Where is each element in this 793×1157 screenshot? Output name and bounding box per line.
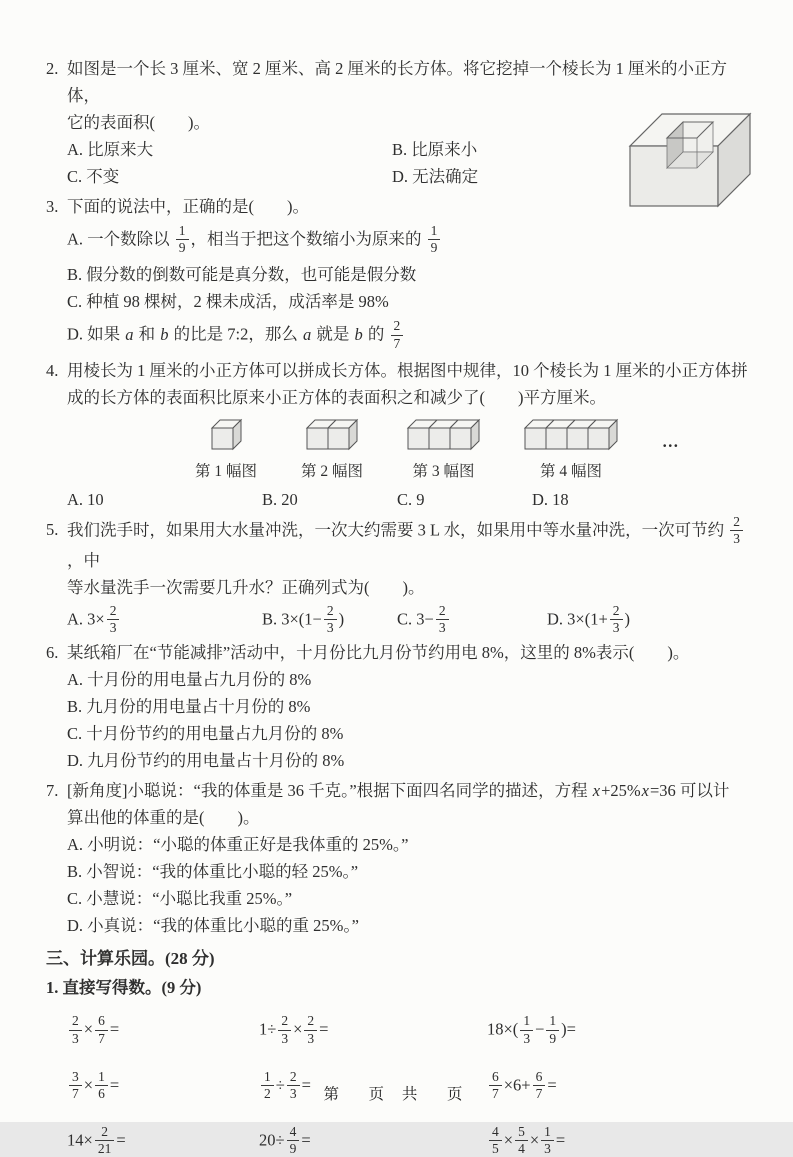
cube-figure-3 (407, 419, 480, 482)
question-7-number: 7. (46, 781, 59, 801)
question-6-option-d: D. 九月份节约的用电量占十月份的 8% (67, 751, 345, 771)
question-3-option-c: C. 种植 98 棵树，2 棵未成活，成活率是 98% (67, 292, 389, 312)
figures-ellipsis: … (662, 431, 680, 451)
question-6-line1-row (46, 639, 757, 666)
question-2-option-a: A. 比原来大 (67, 140, 154, 159)
question-2-option-c: C. 不变 (67, 167, 120, 186)
question-4-line1: 用棱长为 1 厘米的小正方体可以拼成长方体。根据图中规律，10 个棱长为 1 厘米的小正方体拼 (67, 360, 748, 380)
question-6-option-b: B. 九月份的用电量占十月份的 8% (67, 697, 311, 717)
question-4 (46, 357, 757, 513)
section-3-sub-title: 1. 直接写得数。(9 分) (46, 978, 202, 998)
question-6-number: 6. (46, 643, 59, 663)
cube-figure-2 (301, 419, 363, 482)
question-7-option-b: B. 小智说：“我的体重比小聪的轻 25%。” (67, 862, 359, 882)
question-2-number: 2. (46, 59, 59, 78)
section-3-title: 三、计算乐园。(28 分) (46, 949, 215, 969)
question-3-line1: 下面的说法中，正确的是( )。 (67, 197, 309, 216)
question-4-options (67, 486, 757, 513)
cube-figure-2-label: 第 2 幅图 (301, 462, 364, 480)
question-5-line1: 我们洗手时，如果用大水量冲洗，一次大约需要 3 L 水，如果用中等水量冲洗，一次可节约 $\frac{2}{3}$ ，中 (67, 516, 757, 574)
question-3-option-b: B. 假分数的倒数可能是真分数，也可能是假分数 (67, 265, 417, 285)
cube-strip-2-icon (306, 419, 358, 458)
question-5-option-c: C. 3− $\frac{2}{3}$ (397, 605, 547, 636)
question-6-option-a: A. 十月份的用电量占九月份的 8% (67, 670, 312, 690)
question-4-line2: 成的长方体的表面积比原来小正方体的表面积之和减少了( )平方厘米。 (67, 387, 606, 407)
question-7-line1: [新角度]小聪说：“我的体重是 36 千克。”根据下面四名同学的描述，方程 x+25%x=36 可以计 (67, 781, 730, 801)
question-4-option-b: B. 20 (262, 489, 298, 509)
question-4-number: 4. (46, 360, 59, 380)
question-5-line2: 等水量洗手一次需要几升水？正确列式为( )。 (67, 578, 425, 598)
question-5-option-a: A. 3× $\frac{2}{3}$ (67, 605, 262, 636)
question-2-option-b: B. 比原来小 (392, 140, 478, 159)
calc-expression-3-3: $\frac{4}{5}$ × $\frac{5}{4}$ × $\frac{1}{3}$ = (487, 1126, 757, 1157)
question-4-option-a: A. 10 (67, 489, 104, 509)
question-7-line2: 算出他的体重的是( )。 (67, 808, 260, 828)
cube-figure-1 (195, 419, 257, 482)
question-6-option-c: C. 十月份节约的用电量占九月份的 8% (67, 724, 344, 744)
question-5 (46, 513, 757, 637)
page-footer: 第 页 共 页 (323, 1086, 470, 1103)
question-4-option-d: D. 18 (532, 489, 569, 509)
question-7-line1-row (46, 777, 757, 804)
cube-figure-3-label: 第 3 幅图 (412, 462, 475, 480)
question-5-option-d: D. 3×(1+ $\frac{2}{3}$ ) (547, 603, 631, 636)
question-5-options (67, 605, 757, 636)
calc-expression-2-3: $\frac{6}{7}$ ×6+ $\frac{6}{7}$ = (487, 1071, 757, 1102)
calc-expression-2-1: $\frac{3}{7}$ × $\frac{1}{6}$ = (67, 1071, 259, 1102)
question-3-option-d: D. 如果 a 和 b 的比是 7:2，那么 a 就是 b 的 $\frac{2}{7}$ (67, 320, 757, 351)
cuboid-with-notch-figure (618, 98, 766, 224)
question-3-option-a: A. 一个数除以 $\frac{1}{9}$ ，相当于把这个数缩小为原来的 $\frac{1}{9}$ (67, 225, 757, 256)
cube-figure-4 (524, 419, 618, 482)
cuboid-svg (618, 98, 766, 216)
question-4-option-c: C. 9 (397, 489, 425, 509)
question-2-line1: 如图是一个长 3 厘米、宽 2 厘米、高 2 厘米的长方体。将它挖掉一个棱长为 1 厘米的小正方体， (67, 59, 727, 105)
calc-expression-1-2: 1÷ $\frac{2}{3}$ × $\frac{2}{3}$ = (259, 1013, 329, 1046)
question-6-line1: 某纸箱厂在“节能减排”活动中，十月份比九月份节约用电 8%，这里的 8%表示( )。 (67, 643, 690, 663)
question-6 (46, 639, 757, 774)
question-5-number: 5. (46, 519, 59, 539)
calc-expression-1-3: 18×( $\frac{1}{3}$ − $\frac{1}{9}$ )= (487, 1013, 576, 1046)
question-4-line1-row (46, 357, 757, 384)
calc-expression-3-2: 20÷ $\frac{4}{9}$ = (259, 1124, 311, 1157)
calc-expression-1-1: $\frac{2}{3}$ × $\frac{6}{7}$ = (67, 1015, 259, 1046)
question-4-figures (67, 419, 757, 482)
calc-expression-2-2: $\frac{1}{2}$ ÷ $\frac{2}{3}$ = (259, 1071, 487, 1102)
cube-strip-1-icon (211, 419, 242, 458)
question-2-option-d: D. 无法确定 (392, 167, 479, 186)
question-2-line2: 它的表面积( )。 (67, 113, 210, 132)
question-7-option-c: C. 小慧说：“小聪比我重 25%。” (67, 889, 293, 909)
calc-expression-3-1: 14× $\frac{2}{21}$ = (67, 1124, 126, 1157)
question-7-option-d: D. 小真说：“我的体重比小聪的重 25%。” (67, 916, 359, 936)
question-3-number: 3. (46, 197, 59, 216)
question-7 (46, 777, 757, 939)
cube-figure-4-label: 第 4 幅图 (540, 462, 603, 480)
question-5-line1-row (46, 513, 757, 574)
cube-figure-1-label: 第 1 幅图 (195, 462, 258, 480)
question-7-option-a: A. 小明说：“小聪的体重正好是我体重的 25%。” (67, 835, 409, 855)
cube-strip-3-icon (407, 419, 480, 458)
question-2-options (67, 136, 623, 190)
cube-strip-4-icon (524, 419, 618, 458)
question-5-option-b: B. 3×(1− $\frac{2}{3}$ ) (262, 603, 345, 636)
